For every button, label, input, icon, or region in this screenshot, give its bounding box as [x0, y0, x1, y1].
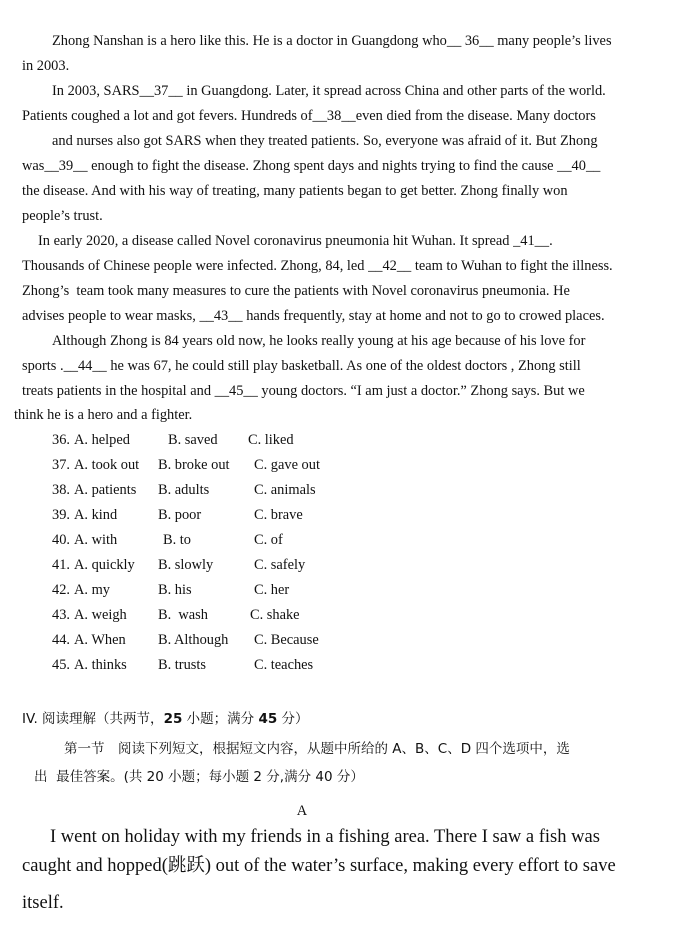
option-a: A. quickly: [74, 557, 135, 573]
option-c: C. liked: [248, 432, 294, 448]
section-instructions-line: 第一节 阅读下列短文，根据短文内容，从题中所给的 A、B、C、D 四个选项中，选: [64, 741, 570, 757]
passage-line: people’s trust.: [22, 208, 103, 224]
option-b: B. to: [163, 532, 191, 548]
option-b: B. saved: [168, 432, 218, 448]
option-a: A. my: [74, 582, 110, 598]
option-c: C. of: [254, 532, 283, 548]
option-b: B. slowly: [158, 557, 214, 573]
passage-line: Patients coughed a lot and got fevers. Hundreds of__38__even died from the disease. Many doctors: [22, 108, 596, 124]
option-c: C. teaches: [254, 657, 314, 673]
passage-line: Zhong Nanshan is a hero like this. He is a doctor in Guangdong who__ 36__ many people’s lives: [52, 33, 612, 49]
passage-line: treats patients in the hospital and __45__ young doctors. “I am just a doctor.” Zhong says. But we: [22, 383, 585, 399]
option-b: B. wash: [158, 607, 208, 623]
option-b: B. Although: [158, 632, 229, 648]
option-a: A. with: [74, 532, 118, 548]
option-c: C. Because: [254, 632, 319, 648]
passage-line: Although Zhong is 84 years old now, he looks really young at his age because of his love for: [52, 333, 586, 349]
question-number: 40.: [52, 532, 70, 548]
passage-line: advises people to wear masks, __43__ hands frequently, stay at home and not to go to crowed places.: [22, 308, 605, 324]
question-number: 37.: [52, 457, 70, 473]
passage-line: think he is a hero and a fighter.: [14, 407, 193, 423]
section-heading: IV. 阅读理解（共两节，25 小题；满分 45 分）: [22, 711, 309, 727]
option-b: B. broke out: [158, 457, 230, 473]
option-a: A. kind: [74, 507, 118, 523]
passage-line: in 2003.: [22, 58, 70, 74]
question-number: 44.: [52, 632, 70, 648]
passage-a-line: I went on holiday with my friends in a fishing area. There I saw a fish was: [50, 827, 600, 847]
section-instructions-line: 出 最佳答案。(共 20 小题；每小题 2 分,满分 40 分）: [34, 769, 364, 785]
option-b: B. poor: [158, 507, 202, 523]
option-b: B. trusts: [158, 657, 206, 673]
passage-line: Zhong’s team took many measures to cure the patients with Novel coronavirus pneumonia. He: [22, 283, 570, 299]
option-b: B. his: [158, 582, 192, 598]
question-number: 36.: [52, 432, 70, 448]
passage-label: A: [296, 803, 308, 819]
passage-line: In 2003, SARS__37__ in Guangdong. Later, it spread across China and other parts of the world.: [52, 83, 606, 99]
passage-line: and nurses also got SARS when they treated patients. So, everyone was afraid of it. But Zhong: [52, 133, 598, 149]
option-a: A. weigh: [74, 607, 127, 623]
option-c: C. safely: [254, 557, 306, 573]
option-c: C. shake: [250, 607, 300, 623]
passage-line: Thousands of Chinese people were infected. Zhong, 84, led __42__ team to Wuhan to fight the illness.: [22, 258, 613, 274]
option-c: C. gave out: [254, 457, 320, 473]
passage-line: sports .__44__ he was 67, he could still play basketball. As one of the oldest doctors , Zhong still: [22, 358, 581, 374]
passage-a-line: itself.: [22, 893, 64, 913]
question-number: 42.: [52, 582, 70, 598]
option-c: C. brave: [254, 507, 303, 523]
option-a: A. patients: [74, 482, 137, 498]
option-c: C. her: [254, 582, 290, 598]
question-number: 38.: [52, 482, 70, 498]
question-number: 41.: [52, 557, 70, 573]
passage-line: was__39__ enough to fight the disease. Zhong spent days and nights trying to find the cause __40__: [22, 158, 601, 174]
passage-line: the disease. And with his way of treating, many patients began to get better. Zhong finally won: [22, 183, 568, 199]
passage-line: In early 2020, a disease called Novel coronavirus pneumonia hit Wuhan. It spread _41__.: [38, 233, 553, 249]
question-number: 43.: [52, 607, 70, 623]
question-number: 45.: [52, 657, 70, 673]
option-a: A. took out: [74, 457, 140, 473]
option-a: A. helped: [74, 432, 130, 448]
option-a: A. When: [74, 632, 126, 648]
option-b: B. adults: [158, 482, 210, 498]
option-a: A. thinks: [74, 657, 127, 673]
option-c: C. animals: [254, 482, 316, 498]
question-number: 39.: [52, 507, 70, 523]
passage-a-line: caught and hopped(跳跃) out of the water’s surface, making every effort to save: [22, 856, 616, 876]
